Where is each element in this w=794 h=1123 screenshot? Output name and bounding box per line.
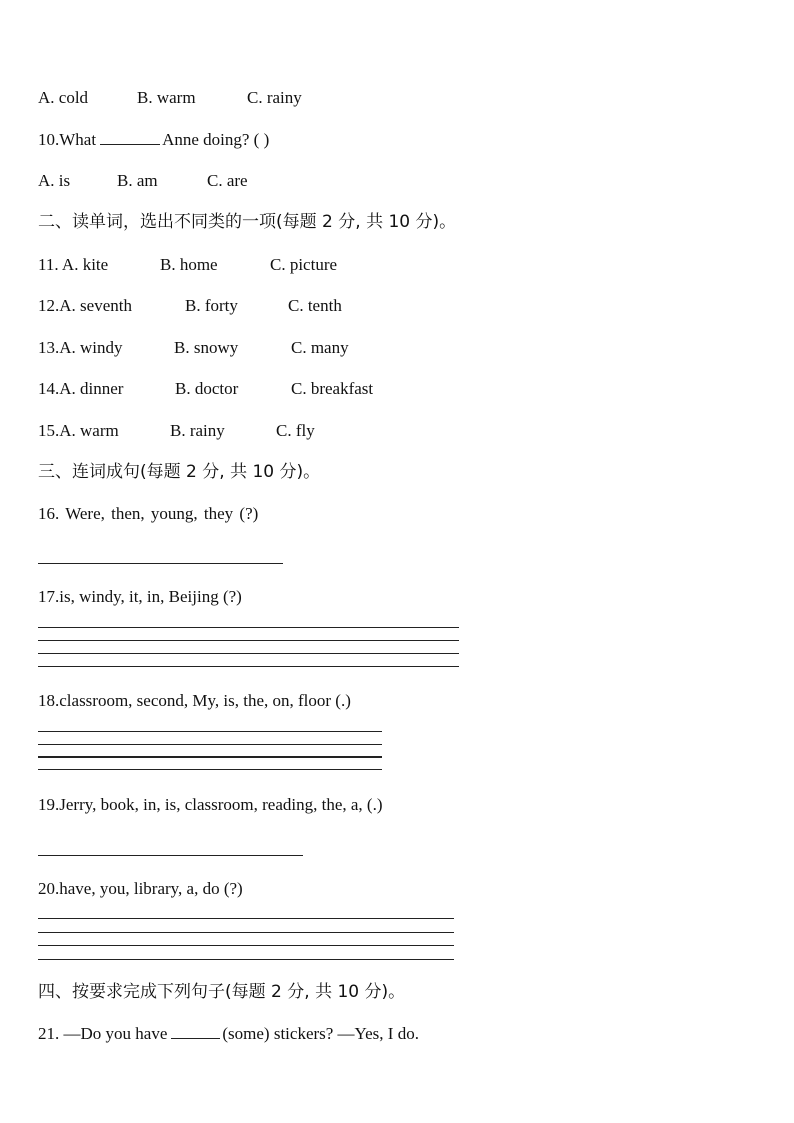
q20-answer-line-2[interactable] bbox=[38, 932, 454, 933]
q10-options bbox=[38, 171, 248, 191]
q21-blank[interactable] bbox=[171, 1038, 220, 1039]
q21-suffix: (some) stickers? —Yes, I do. bbox=[222, 1024, 419, 1043]
q15-option-b: B. rainy bbox=[170, 421, 225, 440]
q13-option-b: B. snowy bbox=[174, 338, 239, 357]
q9-option-a: A. cold bbox=[38, 88, 89, 107]
q9-option-c: C. rainy bbox=[247, 88, 302, 107]
q15-option-c: C. fly bbox=[276, 421, 315, 440]
q10-option-c: C. are bbox=[207, 171, 248, 190]
q19-prompt: 19.Jerry, book, in, is, classroom, reading, the, a, (.) bbox=[38, 795, 383, 814]
q13-option-c: C. many bbox=[291, 338, 349, 357]
q21-prefix: 21. —Do you have bbox=[38, 1024, 168, 1043]
q11-option-c: C. picture bbox=[270, 255, 338, 274]
q12-option-c: C. tenth bbox=[288, 296, 342, 315]
q12-option-b: B. forty bbox=[185, 296, 238, 315]
q19-answer-line[interactable] bbox=[38, 855, 303, 856]
q20-prompt: 20.have, you, library, a, do (?) bbox=[38, 879, 243, 898]
q16-prompt: 16. Were, then, young, they (?) bbox=[38, 504, 259, 523]
q10-suffix: Anne doing? ( ) bbox=[162, 130, 270, 149]
q11 bbox=[38, 255, 337, 275]
q17-answer-line-1[interactable] bbox=[38, 627, 459, 628]
q13 bbox=[38, 338, 349, 358]
q20-answer-line-4[interactable] bbox=[38, 959, 454, 960]
q14-option-c: C. breakfast bbox=[291, 379, 374, 398]
q20-answer-line-3[interactable] bbox=[38, 945, 454, 946]
q17-answer-line-2[interactable] bbox=[38, 640, 459, 641]
q18-answer-line-4[interactable] bbox=[38, 769, 382, 770]
q10-option-b: B. am bbox=[117, 171, 158, 190]
q12-option-a: 12.A. seventh bbox=[38, 296, 132, 315]
q14-option-b: B. doctor bbox=[175, 379, 239, 398]
q18-answer-line-2[interactable] bbox=[38, 744, 382, 745]
q15 bbox=[38, 421, 315, 441]
q9-options bbox=[38, 88, 302, 108]
q10-option-a: A. is bbox=[38, 171, 71, 190]
section4-title: 四、按要求完成下列句子(每题 2 分, 共 10 分)。 bbox=[38, 982, 406, 1002]
q18-answer-line-1[interactable] bbox=[38, 731, 382, 732]
q11-option-b: B. home bbox=[160, 255, 218, 274]
q9-option-b: B. warm bbox=[137, 88, 196, 107]
q11-option-a: 11. A. kite bbox=[38, 255, 109, 274]
q13-option-a: 13.A. windy bbox=[38, 338, 123, 357]
q16-answer-line[interactable] bbox=[38, 563, 283, 564]
q17-answer-line-4[interactable] bbox=[38, 666, 459, 667]
q18-prompt: 18.classroom, second, My, is, the, on, floor (.) bbox=[38, 691, 351, 710]
q14-option-a: 14.A. dinner bbox=[38, 379, 124, 398]
q18-answer-line-3[interactable] bbox=[38, 756, 382, 758]
q17-answer-line-3[interactable] bbox=[38, 653, 459, 654]
q21 bbox=[38, 1024, 419, 1044]
section2-title: 二、读单词，选出不同类的一项(每题 2 分, 共 10 分)。 bbox=[38, 212, 457, 232]
q17-prompt: 17.is, windy, it, in, Beijing (?) bbox=[38, 587, 242, 606]
q15-option-a: 15.A. warm bbox=[38, 421, 119, 440]
q14 bbox=[38, 379, 373, 399]
q10-blank[interactable] bbox=[100, 144, 160, 145]
q10 bbox=[38, 130, 269, 150]
q12 bbox=[38, 296, 342, 316]
section3-title: 三、连词成句(每题 2 分, 共 10 分)。 bbox=[38, 462, 321, 482]
q20-answer-line-1[interactable] bbox=[38, 918, 454, 919]
q10-prefix: 10.What bbox=[38, 130, 97, 149]
